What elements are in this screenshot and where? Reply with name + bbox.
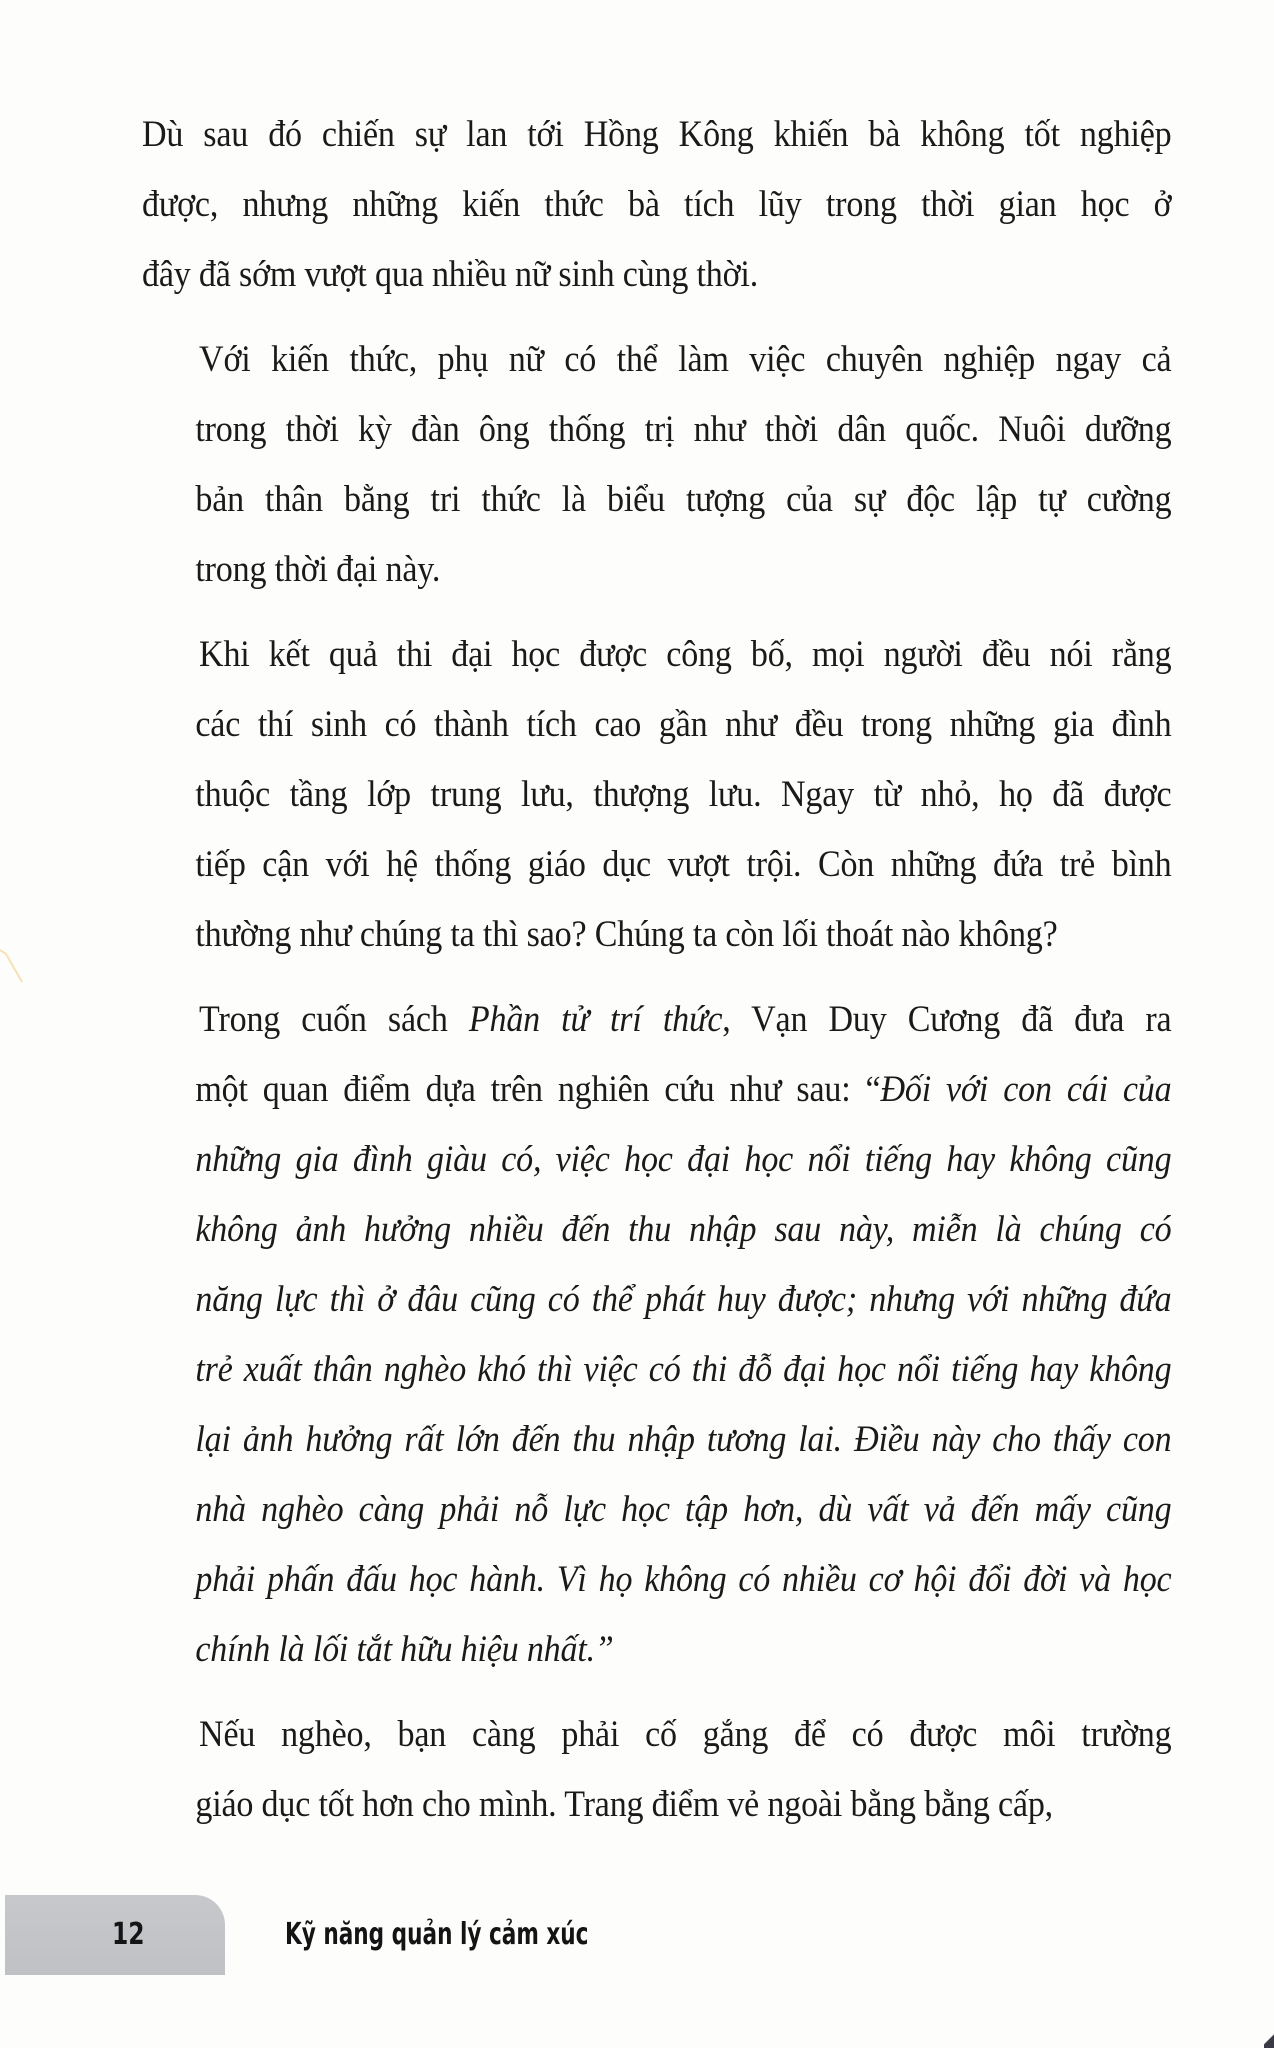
text-line: [142, 1195, 1171, 1265]
body-paragraph: [142, 1700, 1171, 1840]
text-line: [142, 1475, 1171, 1545]
text: đây đã sớm vượt qua nhiều nữ sinh cùng thời.: [142, 254, 759, 295]
text-line: [142, 985, 1171, 1055]
text-line: [142, 465, 1171, 535]
text-line: [142, 1055, 1171, 1125]
text: trong thời đại này.: [195, 549, 441, 590]
italic-text: những gia đình giàu có, việc học đại học nổi tiếng hay không cũng: [195, 1139, 1172, 1180]
text: Nếu nghèo, bạn càng phải cố gắng để có được môi trường: [199, 1714, 1172, 1755]
body-paragraph: [142, 100, 1171, 310]
italic-text: nhà nghèo càng phải nỗ lực học tập hơn, dù vất vả đến mấy cũng: [195, 1489, 1172, 1530]
text-line: [142, 1770, 1171, 1840]
text: Trong cuốn sách: [199, 999, 469, 1040]
text-line: [142, 170, 1171, 240]
text-line: [142, 1335, 1171, 1405]
text: bản thân bằng tri thức là biểu tượng của sự độc lập tự cường: [195, 479, 1172, 520]
text-line: [142, 1615, 1171, 1685]
page-body: [142, 100, 1172, 1855]
text-line: [142, 325, 1171, 395]
text: một quan điểm dựa trên nghiên cứu như sau: “: [195, 1069, 881, 1110]
italic-text: trẻ xuất thân nghèo khó thì việc có thi đỗ đại học nổi tiếng hay không: [195, 1349, 1172, 1390]
text-line: [142, 240, 1171, 310]
text-line: [142, 1545, 1171, 1615]
italic-text: năng lực thì ở đâu cũng có thể phát huy được; nhưng với những đứa: [195, 1279, 1172, 1320]
text: trong thời kỳ đàn ông thống trị như thời dân quốc. Nuôi dưỡng: [195, 409, 1172, 450]
page-corner-shadow: [1264, 2032, 1274, 2048]
text: các thí sinh có thành tích cao gần như đều trong những gia đình: [195, 704, 1172, 745]
text-line: [142, 395, 1171, 465]
text: thường như chúng ta thì sao? Chúng ta còn lối thoát nào không?: [195, 914, 1058, 955]
text-line: [142, 620, 1171, 690]
text-line: [142, 1125, 1171, 1195]
text: giáo dục tốt hơn cho mình. Trang điểm vẻ ngoài bằng bằng cấp,: [195, 1784, 1054, 1825]
text-line: [142, 100, 1171, 170]
italic-text: chính là lối tắt hữu hiệu nhất.”: [195, 1629, 614, 1670]
running-footer-book-title: Kỹ năng quản lý cảm xúc: [285, 1917, 589, 1952]
text: tiếp cận với hệ thống giáo dục vượt trội. Còn những đứa trẻ bình: [195, 844, 1172, 885]
text: Với kiến thức, phụ nữ có thể làm việc chuyên nghiệp ngay cả: [199, 339, 1172, 380]
text-line: [142, 1265, 1171, 1335]
text-line: [142, 900, 1171, 970]
text-line: [142, 1700, 1171, 1770]
italic-text: Đối với con cái của: [880, 1069, 1172, 1110]
italic-text: Phần tử trí thức: [468, 999, 723, 1040]
text-line: [142, 1405, 1171, 1475]
italic-text: không ảnh hưởng nhiều đến thu nhập sau này, miễn là chúng có: [195, 1209, 1172, 1250]
body-paragraph: [142, 325, 1171, 605]
italic-text: phải phấn đấu học hành. Vì họ không có nhiều cơ hội đổi đời và học: [195, 1559, 1172, 1600]
text-line: [142, 690, 1171, 760]
text-line: [142, 535, 1171, 605]
text: Khi kết quả thi đại học được công bố, mọi người đều nói rằng: [199, 634, 1172, 675]
page-number: 12: [112, 1917, 145, 1952]
text: thuộc tầng lớp trung lưu, thượng lưu. Ngay từ nhỏ, họ đã được: [195, 774, 1172, 815]
italic-text: lại ảnh hưởng rất lớn đến thu nhập tương lai. Điều này cho thấy con: [195, 1419, 1172, 1460]
text-line: [142, 830, 1171, 900]
body-paragraph: [142, 620, 1171, 970]
text: , Vạn Duy Cương đã đưa ra: [722, 999, 1172, 1040]
text: được, nhưng những kiến thức bà tích lũy trong thời gian học ở: [142, 184, 1172, 225]
text: Dù sau đó chiến sự lan tới Hồng Kông khiến bà không tốt nghiệp: [142, 114, 1172, 155]
text-line: [142, 760, 1171, 830]
body-paragraph: [142, 985, 1171, 1685]
page-edge-mark-icon: [0, 940, 30, 990]
